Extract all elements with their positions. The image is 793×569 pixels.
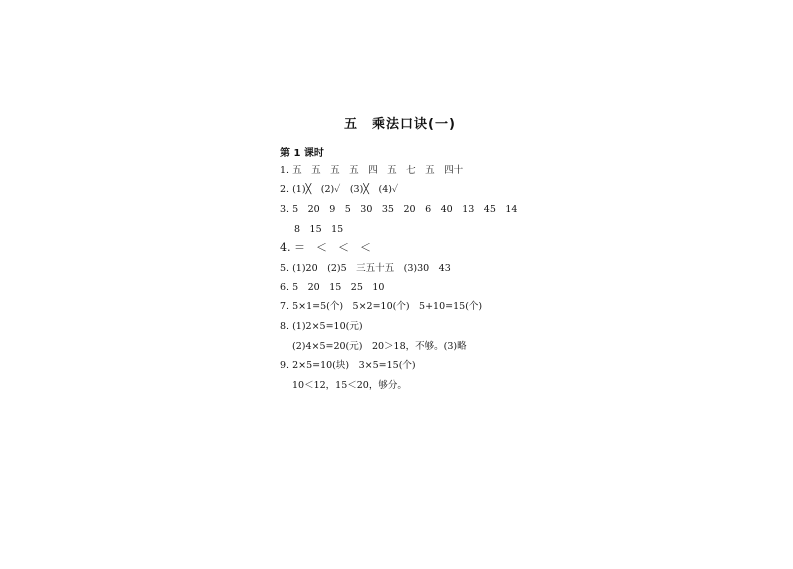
- answer-line-3-continued: 8 15 15: [294, 224, 344, 235]
- answer-line-9: 9. 2×5=10(块) 3×5=15(个): [280, 360, 416, 371]
- answer-line-9-continued: 10＜12，15＜20，够分。: [292, 380, 407, 391]
- lesson-heading: 第 1 课时: [280, 148, 324, 159]
- answer-line-4: 4. ＝ ＜ ＜ ＜: [280, 241, 371, 254]
- answer-line-7: 7. 5×1=5(个) 5×2=10(个) 5+10=15(个): [280, 301, 483, 312]
- answer-line-8: 8. (1)2×5=10(元): [280, 321, 363, 332]
- answer-line-3: 3. 5 20 9 5 30 35 20 6 40 13 45 14: [280, 204, 518, 215]
- answer-line-6: 6. 5 20 15 25 10: [280, 282, 385, 293]
- answer-line-1: 1. 五 五 五 五 四 五 七 五 四十: [280, 165, 464, 176]
- answer-line-2: 2. (1)╳ (2)✓ (3)╳ (4)✓: [280, 184, 399, 195]
- answer-line-8-continued: (2)4×5=20(元) 20＞18，不够。(3)略: [292, 341, 467, 352]
- page-title: 五 乘法口诀(一): [344, 117, 456, 132]
- answer-line-5: 5. (1)20 (2)5 三五十五 (3)30 43: [280, 263, 451, 274]
